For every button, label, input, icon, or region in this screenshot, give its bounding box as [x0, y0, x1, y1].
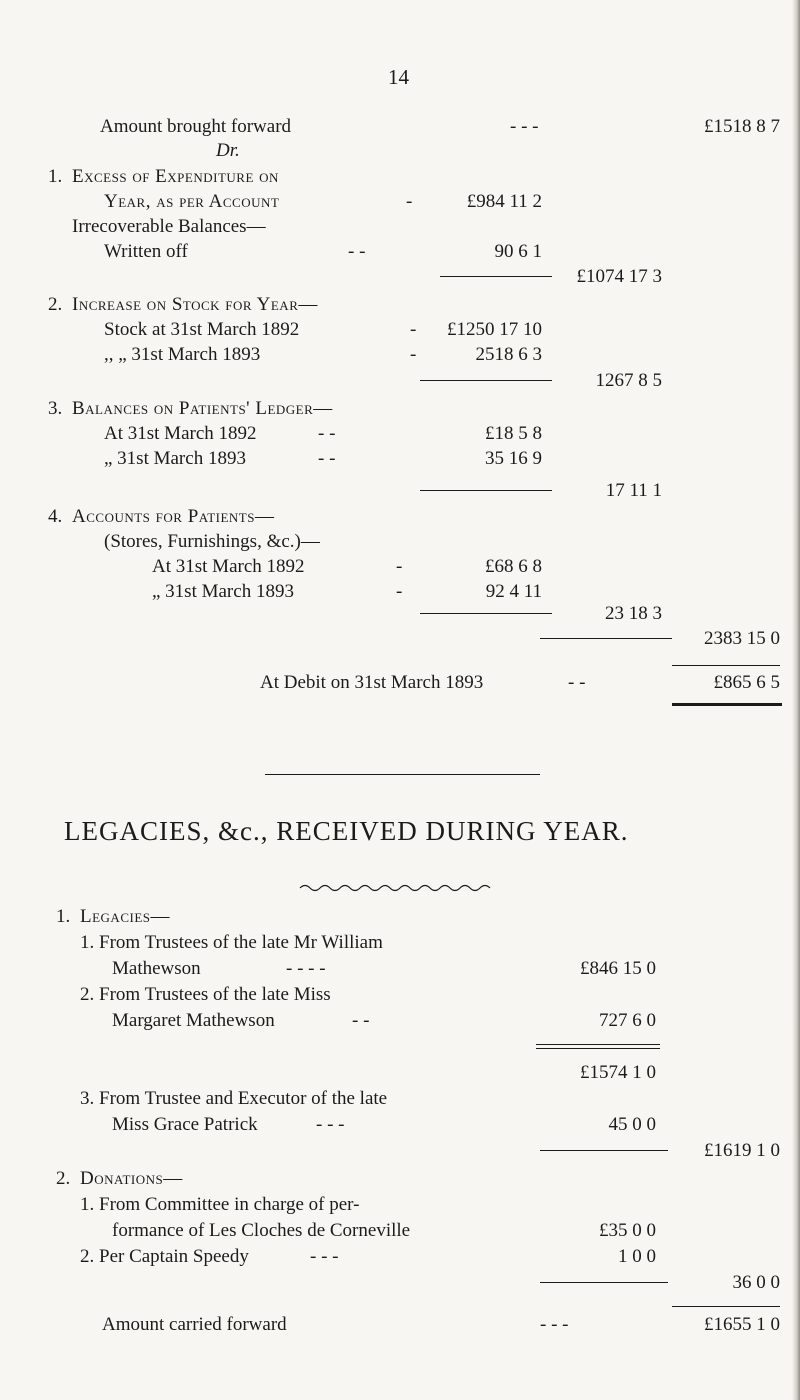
grand-subtotal: 2383 15 0 — [704, 628, 780, 649]
donations-section-title: Donations— — [80, 1168, 183, 1189]
item1-line4: Written off — [104, 241, 188, 262]
legacies-section-title: Legacies— — [80, 906, 170, 927]
item2-line2-amount: £1250 17 10 — [447, 319, 542, 340]
item3-line2-dots: - - — [318, 423, 336, 444]
item1-total: £1074 17 3 — [576, 266, 662, 287]
dr-label: Dr. — [216, 140, 240, 161]
item4-line3-amount: £68 6 8 — [485, 556, 542, 577]
section-divider — [265, 774, 540, 775]
item4-total: 23 18 3 — [605, 603, 662, 624]
donation1-line1: 1. From Committee in charge of per- — [80, 1194, 360, 1215]
item3-line2-amount: £18 5 8 — [485, 423, 542, 444]
legacies-total: £1619 1 0 — [704, 1140, 780, 1161]
page-edge-shadow — [792, 0, 800, 1400]
carried-forward-label: Amount carried forward — [102, 1314, 287, 1335]
item2-line2-dash: - — [410, 319, 417, 340]
legacy3-amount: 45 0 0 — [608, 1114, 656, 1135]
brought-forward-amount: £1518 8 7 — [704, 116, 780, 137]
item4-line3: At 31st March 1892 — [152, 556, 305, 577]
heading-flourish — [298, 882, 498, 892]
legacy1-line1: 1. From Trustees of the late Mr William — [80, 932, 383, 953]
item2-line2: Stock at 31st March 1892 — [104, 319, 300, 340]
item2-line3-dash: - — [410, 344, 417, 365]
item1-title: Excess of Expenditure on — [72, 166, 279, 187]
item4-title: Accounts for Patients— — [72, 506, 275, 527]
debit-dots: - - — [568, 672, 586, 693]
legacy3-dots: - - - — [316, 1114, 345, 1135]
item4-line4-amount: 92 4 11 — [485, 581, 542, 602]
item1-line2-amount: £984 11 2 — [466, 191, 542, 212]
legacies-subtotal: £1574 1 0 — [580, 1062, 656, 1083]
debit-amount: £865 6 5 — [713, 672, 780, 693]
legacy3-line1: 3. From Trustee and Executor of the late — [80, 1088, 388, 1109]
brought-forward-label: Amount brought forward — [100, 116, 292, 137]
item4-line4: „ 31st March 1893 — [152, 581, 294, 602]
donations-section-number: 2. — [56, 1168, 71, 1189]
item3-total: 17 11 1 — [605, 480, 662, 501]
debit-label: At Debit on 31st March 1893 — [260, 672, 484, 693]
donation1-amount: £35 0 0 — [599, 1220, 656, 1241]
item2-line3-amount: 2518 6 3 — [475, 344, 542, 365]
legacy1-amount: £846 15 0 — [580, 958, 656, 979]
legacies-heading: LEGACIES, &c., RECEIVED DURING YEAR. — [64, 816, 629, 846]
item4-line2: (Stores, Furnishings, &c.)— — [104, 531, 320, 552]
donation2-dots: - - - — [310, 1246, 339, 1267]
donations-total: 36 0 0 — [732, 1272, 780, 1293]
legacies-section-number: 1. — [56, 906, 71, 927]
debit-rule — [672, 665, 780, 666]
item3-line3: „ 31st March 1893 — [104, 448, 246, 469]
item4-number: 4. — [48, 506, 63, 527]
item2-total: 1267 8 5 — [595, 370, 662, 391]
legacy1-dots: - - - - — [286, 958, 326, 979]
item2-number: 2. — [48, 294, 63, 315]
carried-forward-amount: £1655 1 0 — [704, 1314, 780, 1335]
item1-line2-dash: - — [406, 191, 413, 212]
donation2-line1: 2. Per Captain Speedy — [80, 1246, 249, 1267]
debit-double-rule — [672, 703, 782, 706]
page-number: 14 — [388, 65, 409, 89]
item1-line3: Irrecoverable Balances— — [72, 216, 266, 237]
item2-title: Increase on Stock for Year— — [72, 294, 318, 315]
item3-line2: At 31st March 1892 — [104, 423, 257, 444]
legacy3-line2: Miss Grace Patrick — [112, 1114, 258, 1135]
legacy2-amount: 727 6 0 — [599, 1010, 656, 1031]
item1-number: 1. — [48, 166, 63, 187]
item1-line2: Year, as per Account — [104, 191, 280, 212]
item4-line3-dash: - — [396, 556, 403, 577]
item3-number: 3. — [48, 398, 63, 419]
carried-forward-dots: - - - — [540, 1314, 569, 1335]
donation2-amount: 1 0 0 — [618, 1246, 656, 1267]
item3-title: Balances on Patients' Ledger— — [72, 398, 333, 419]
donation1-line2: formance of Les Cloches de Corneville — [112, 1220, 411, 1241]
item4-line4-dash: - — [396, 581, 403, 602]
legacy2-line2: Margaret Mathewson — [112, 1010, 275, 1031]
legacy2-line1: 2. From Trustees of the late Miss — [80, 984, 331, 1005]
legacy1-line2: Mathewson — [112, 958, 201, 979]
carried-rule — [672, 1306, 780, 1307]
item3-line3-dots: - - — [318, 448, 336, 469]
legacy2-dots: - - — [352, 1010, 370, 1031]
item1-line4-dots: - - — [348, 241, 366, 262]
item3-line3-amount: 35 16 9 — [485, 448, 542, 469]
legacies-subtotal-rule — [536, 1044, 660, 1049]
brought-forward-dots: - - - — [510, 116, 539, 137]
item1-line4-amount: 90 6 1 — [494, 241, 542, 262]
item2-line3: ,, „ 31st March 1893 — [104, 344, 261, 365]
